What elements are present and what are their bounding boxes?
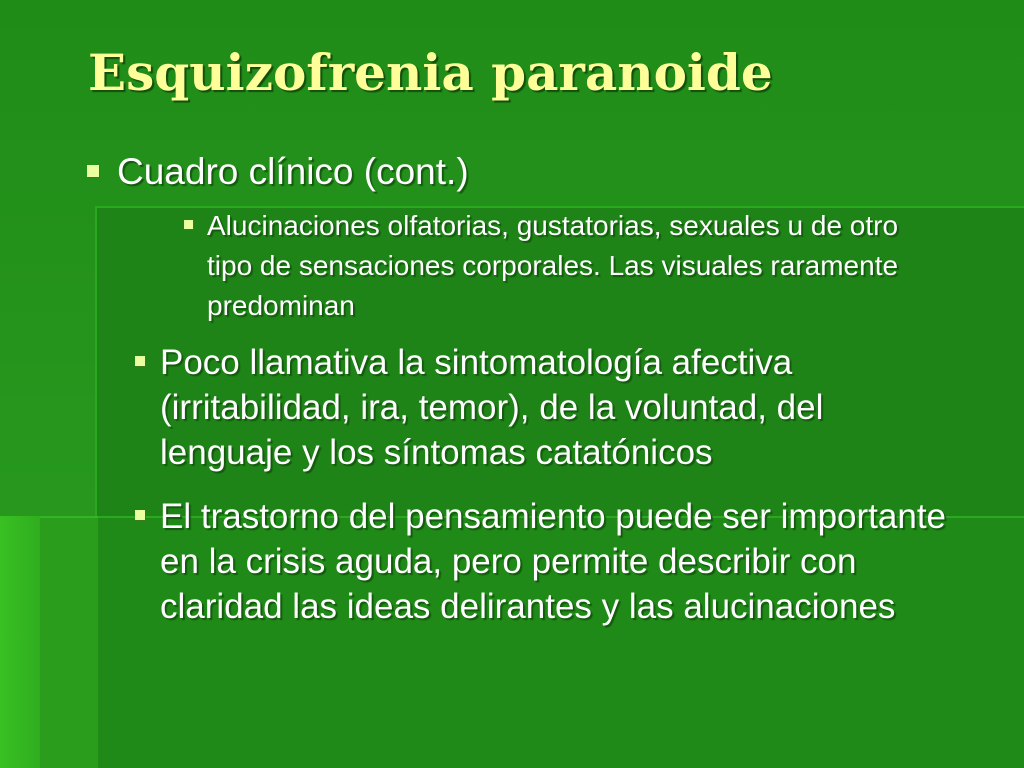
bullet-sintomatologia-afectiva — [160, 340, 960, 475]
square-bullet-icon — [87, 165, 99, 177]
bullet-cuadro-clinico — [117, 150, 469, 194]
square-bullet-icon — [135, 510, 145, 520]
decorative-panel-left-light — [0, 516, 40, 768]
slide-title: Esquizofrenia paranoide — [88, 43, 773, 102]
bullet-trastorno-pensamiento — [160, 494, 960, 629]
sub-bullet-alucinaciones — [207, 206, 927, 326]
bullet-text: Cuadro clínico (cont.) — [117, 151, 469, 192]
bullet-text: Alucinaciones olfatorias, gustatorias, sexuales u de otro tipo de sensaciones corporales. Las visuales raramente predominan — [207, 210, 899, 321]
decorative-panel-left-dark — [40, 516, 98, 768]
square-bullet-icon — [135, 356, 145, 366]
bullet-text: Poco llamativa la sintomatología afectiva (irritabilidad, ira, temor), de la voluntad, del lenguaje y los síntomas catatónicos — [160, 343, 824, 472]
square-bullet-icon — [184, 220, 193, 229]
bullet-text: El trastorno del pensamiento puede ser importante en la crisis aguda, pero permite describir con claridad las ideas delirantes y las alucinaciones — [160, 497, 947, 626]
